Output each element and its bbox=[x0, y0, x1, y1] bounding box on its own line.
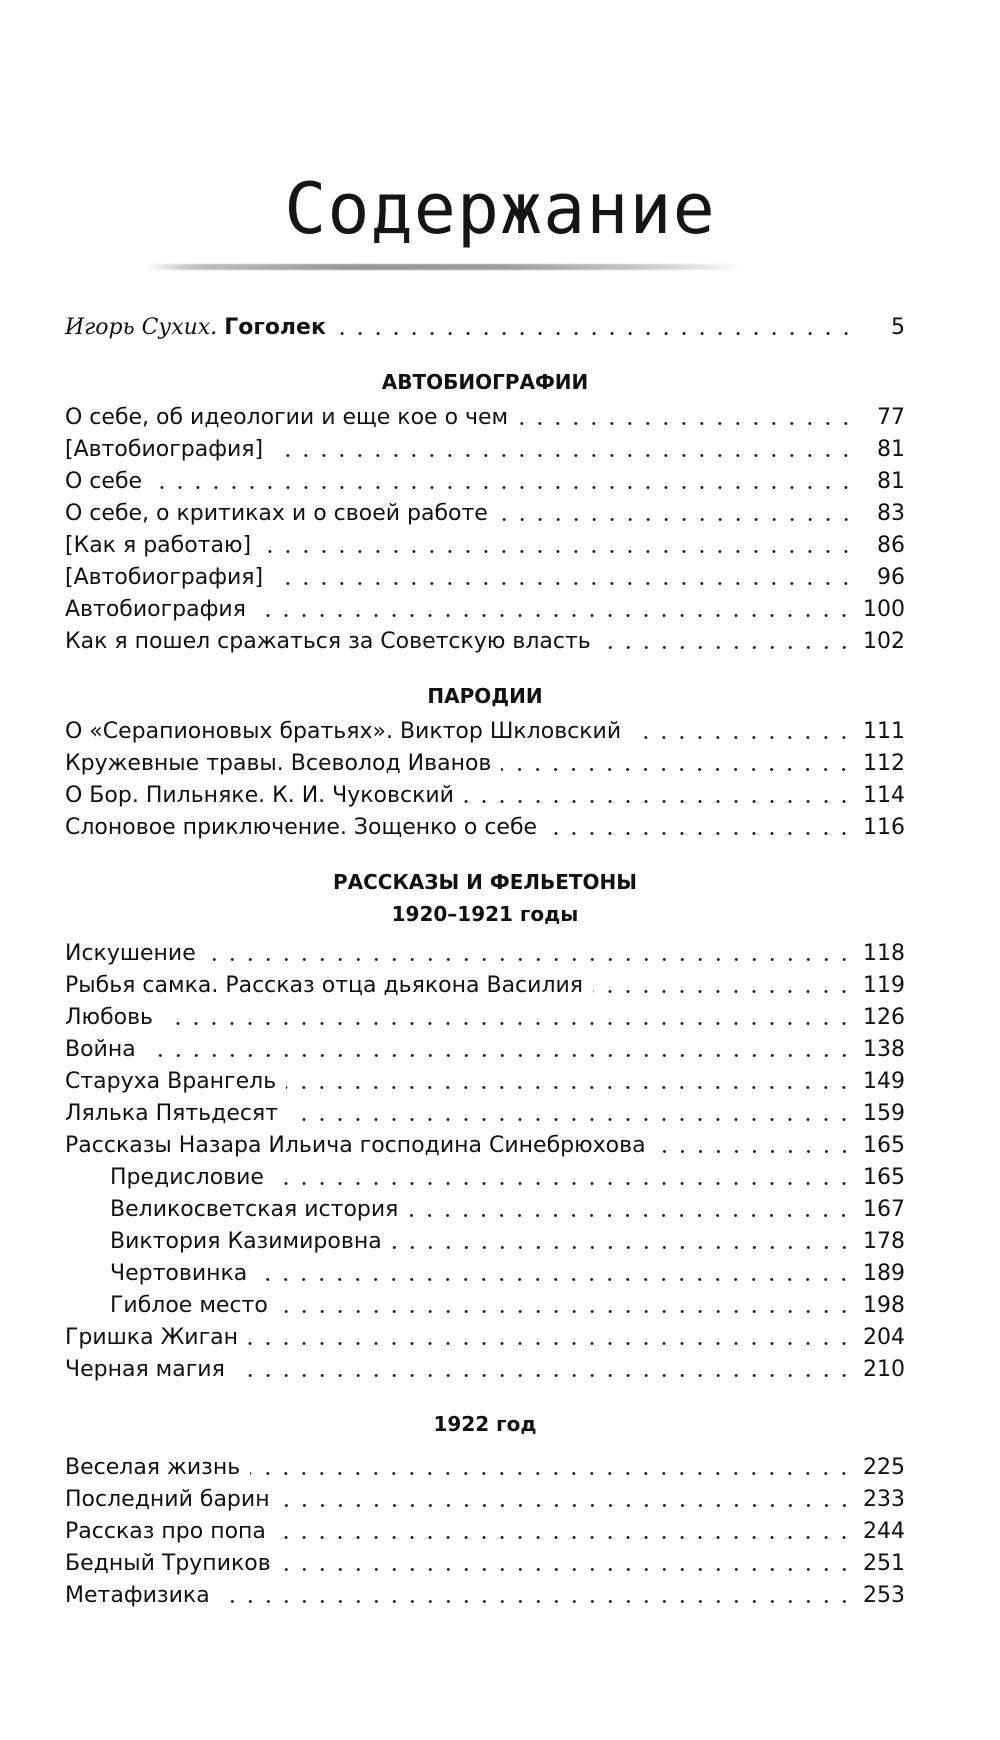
toc-entry-label: Рыбья самка. Рассказ отца дьякона Василия bbox=[65, 973, 584, 998]
toc-entry-label: [Автобиография] bbox=[65, 437, 264, 462]
leader-dots bbox=[336, 332, 855, 335]
toc-page-number: 118 bbox=[863, 941, 905, 966]
toc-entry[interactable] bbox=[65, 970, 905, 1002]
toc-page-number: 119 bbox=[863, 973, 905, 998]
toc-page-number: 251 bbox=[863, 1551, 905, 1576]
toc-page-number: 233 bbox=[863, 1487, 905, 1512]
toc-page-number: 96 bbox=[877, 565, 905, 590]
leader-dots bbox=[257, 1278, 853, 1281]
section-heading-stories: РАССКАЗЫ И ФЕЛЬЕТОНЫ bbox=[332, 870, 638, 894]
toc-entry[interactable] bbox=[65, 1322, 905, 1354]
toc-subentry[interactable] bbox=[65, 1162, 905, 1194]
toc-entry-label: Чертовинка bbox=[110, 1261, 248, 1286]
leader-dots bbox=[273, 582, 855, 585]
toc-page-number: 83 bbox=[877, 501, 905, 526]
toc-entry-label: Как я пошел сражаться за Советскую власть bbox=[65, 629, 591, 654]
leader-dots bbox=[518, 422, 855, 425]
toc-entry[interactable] bbox=[65, 498, 905, 530]
toc-page-number: 112 bbox=[863, 751, 905, 776]
table-of-contents bbox=[65, 312, 905, 1612]
toc-entry[interactable] bbox=[65, 1098, 905, 1130]
toc-entry-label bbox=[65, 312, 326, 344]
section-heading-parodies: ПАРОДИИ bbox=[427, 684, 543, 708]
toc-entry-label: Старуха Врангель bbox=[65, 1069, 277, 1094]
intro-title: Гоголек bbox=[224, 315, 326, 340]
toc-entry[interactable] bbox=[65, 716, 905, 748]
leader-dots bbox=[501, 768, 853, 771]
leader-dots bbox=[206, 958, 853, 961]
toc-entry-label: Предисловие bbox=[110, 1165, 264, 1190]
toc-entry[interactable] bbox=[65, 748, 905, 780]
toc-entry[interactable] bbox=[65, 594, 905, 626]
toc-entry-label: Рассказ про попа bbox=[65, 1519, 266, 1544]
leader-dots bbox=[286, 1086, 853, 1089]
leader-dots bbox=[274, 1182, 853, 1185]
leader-dots bbox=[656, 1150, 853, 1153]
toc-entry[interactable] bbox=[65, 1066, 905, 1098]
toc-page-number: 126 bbox=[863, 1005, 905, 1030]
toc-entry[interactable] bbox=[65, 1580, 905, 1612]
leader-dots bbox=[498, 518, 855, 521]
leader-dots bbox=[601, 646, 853, 649]
leader-dots bbox=[278, 1310, 853, 1313]
toc-subentry[interactable] bbox=[65, 1290, 905, 1322]
toc-entry-label: О себе, о критиках и о своей работе bbox=[65, 501, 488, 526]
toc-subentry[interactable] bbox=[65, 1258, 905, 1290]
toc-entry[interactable] bbox=[65, 938, 905, 970]
toc-page-number: 189 bbox=[863, 1261, 905, 1286]
leader-dots bbox=[250, 1472, 853, 1475]
leader-dots bbox=[152, 486, 855, 489]
leader-dots bbox=[220, 1600, 853, 1603]
toc-page-number: 102 bbox=[863, 629, 905, 654]
toc-page-number: 149 bbox=[863, 1069, 905, 1094]
toc-page-number: 210 bbox=[863, 1357, 905, 1382]
toc-entry[interactable] bbox=[65, 562, 905, 594]
toc-page-number: 114 bbox=[863, 783, 905, 808]
toc-entry-label: Автобиография bbox=[65, 597, 246, 622]
toc-page-number: 138 bbox=[863, 1037, 905, 1062]
leader-dots bbox=[276, 1536, 853, 1539]
toc-page-number: 253 bbox=[863, 1583, 905, 1608]
toc-entry[interactable] bbox=[65, 1484, 905, 1516]
toc-page-number: 5 bbox=[891, 315, 905, 340]
leader-dots bbox=[280, 1504, 853, 1507]
section-heading-autobiographies: АВТОБИОГРАФИИ bbox=[381, 370, 589, 394]
leader-dots bbox=[408, 1214, 853, 1217]
leader-dots bbox=[547, 832, 853, 835]
subsection-heading-1922: 1922 год bbox=[433, 1412, 537, 1436]
toc-entry-label: Последний барин bbox=[65, 1487, 270, 1512]
toc-entry[interactable] bbox=[65, 1548, 905, 1580]
toc-entry[interactable] bbox=[65, 530, 905, 562]
toc-entry-label: Гришка Жиган bbox=[65, 1325, 238, 1350]
toc-entry-label: Черная магия bbox=[65, 1357, 225, 1382]
toc-entry[interactable] bbox=[65, 812, 905, 844]
toc-entry-label: О себе bbox=[65, 469, 143, 494]
toc-page-number: 225 bbox=[863, 1455, 905, 1480]
toc-page-number: 165 bbox=[863, 1165, 905, 1190]
toc-subentry[interactable] bbox=[65, 1194, 905, 1226]
toc-entry-label: Виктория Казимировна bbox=[110, 1229, 382, 1254]
leader-dots bbox=[146, 1054, 853, 1057]
leader-dots bbox=[593, 990, 853, 993]
toc-entry-label: Веселая жизнь bbox=[65, 1455, 241, 1480]
toc-entry-label: Слоновое приключение. Зощенко о себе bbox=[65, 815, 538, 840]
leader-dots bbox=[464, 800, 853, 803]
leader-dots bbox=[392, 1246, 853, 1249]
toc-entry[interactable] bbox=[65, 1130, 905, 1162]
leader-dots bbox=[163, 1022, 853, 1025]
toc-entry-intro[interactable] bbox=[65, 312, 905, 344]
toc-page-number: 116 bbox=[863, 815, 905, 840]
toc-page-number: 244 bbox=[863, 1519, 905, 1544]
toc-subentry[interactable] bbox=[65, 1226, 905, 1258]
toc-page-number: 81 bbox=[877, 437, 905, 462]
toc-page-number: 204 bbox=[863, 1325, 905, 1350]
toc-page-number: 111 bbox=[863, 719, 905, 744]
toc-page-number: 167 bbox=[863, 1197, 905, 1222]
toc-entry[interactable] bbox=[65, 1034, 905, 1066]
toc-page-number: 77 bbox=[877, 405, 905, 430]
toc-page-number: 100 bbox=[863, 597, 905, 622]
leader-dots bbox=[281, 1568, 853, 1571]
toc-entry[interactable] bbox=[65, 434, 905, 466]
toc-page-number: 159 bbox=[863, 1101, 905, 1126]
toc-entry-label: [Автобиография] bbox=[65, 565, 264, 590]
toc-entry-label: Любовь bbox=[65, 1005, 154, 1030]
toc-entry[interactable] bbox=[65, 1516, 905, 1548]
toc-page-number: 86 bbox=[877, 533, 905, 558]
toc-entry-label: [Как я работаю] bbox=[65, 533, 252, 558]
toc-entry-label: Метафизика bbox=[65, 1583, 210, 1608]
toc-entry-label: Великосветская история bbox=[110, 1197, 399, 1222]
leader-dots bbox=[288, 1118, 853, 1121]
toc-entry[interactable] bbox=[65, 780, 905, 812]
toc-entry-label: Война bbox=[65, 1037, 136, 1062]
leader-dots bbox=[631, 736, 853, 739]
leader-dots bbox=[248, 1342, 853, 1345]
toc-entry-label: О «Серапионовых братьях». Виктор Шкловский bbox=[65, 719, 622, 744]
leader-dots bbox=[273, 454, 855, 457]
toc-page-number: 178 bbox=[863, 1229, 905, 1254]
toc-page-number: 165 bbox=[863, 1133, 905, 1158]
intro-author: Игорь Сухих. bbox=[65, 315, 218, 340]
toc-entry-label: О Бор. Пильняке. К. И. Чуковский bbox=[65, 783, 454, 808]
subsection-heading-1920-1921: 1920–1921 годы bbox=[391, 902, 579, 926]
page-title: Содержание bbox=[284, 168, 716, 250]
leader-dots bbox=[235, 1374, 853, 1377]
toc-entry[interactable] bbox=[65, 1452, 905, 1484]
toc-entry[interactable] bbox=[65, 466, 905, 498]
toc-entry-label: Гиблое место bbox=[110, 1293, 268, 1318]
toc-entry[interactable] bbox=[65, 1354, 905, 1386]
leader-dots bbox=[256, 614, 853, 617]
toc-entry-label: Лялька Пятьдесят bbox=[65, 1101, 279, 1126]
toc-page-number: 81 bbox=[877, 469, 905, 494]
toc-entry-label: Бедный Трупиков bbox=[65, 1551, 271, 1576]
toc-entry-label: О себе, об идеологии и еще кое о чем bbox=[65, 405, 509, 430]
toc-entry[interactable] bbox=[65, 1002, 905, 1034]
leader-dots bbox=[261, 550, 855, 553]
toc-entry-label: Рассказы Назара Ильича господина Синебрюхова bbox=[65, 1133, 646, 1158]
toc-entry-label: Кружевные травы. Всеволод Иванов bbox=[65, 751, 492, 776]
toc-entry[interactable] bbox=[65, 402, 905, 434]
toc-entry[interactable] bbox=[65, 626, 905, 658]
toc-page-number: 198 bbox=[863, 1293, 905, 1318]
title-divider bbox=[145, 264, 743, 270]
toc-entry-label: Искушение bbox=[65, 941, 196, 966]
